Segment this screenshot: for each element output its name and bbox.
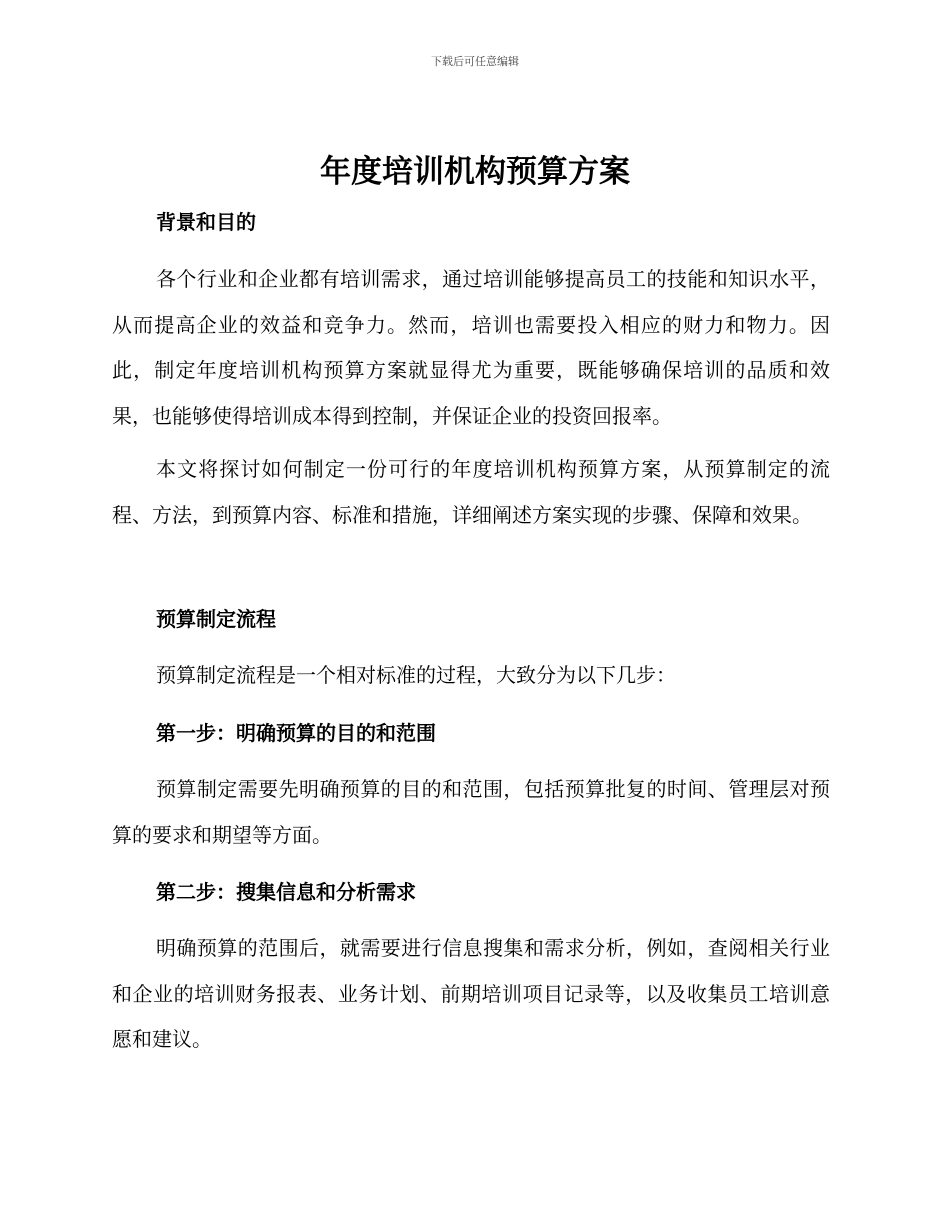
page-header: 下载后可任意编辑 (431, 55, 519, 68)
paragraph-step2: 明确预算的范围后，就需要进行信息搜集和需求分析，例如，查阅相关行业和企业的培训财务报表、业务计划、前期培训项目记录等，以及收集员工培训意愿和建议。 (112, 936, 830, 1051)
step2-heading: 第二步：搜集信息和分析需求 (156, 880, 416, 904)
document-title: 年度培训机构预算方案 (320, 154, 630, 190)
section-heading-background: 背景和目的 (156, 210, 256, 234)
step1-heading: 第一步：明确预算的目的和范围 (156, 721, 436, 745)
paragraph-background-1: 各个行业和企业都有培训需求，通过培训能够提高员工的技能和知识水平，从而提高企业的效益和竞争力。然而，培训也需要投入相应的财力和物力。因此，制定年度培训机构预算方案就显得尤为重要，既能够确保培训的品质和效果，也能够使得培训成本得到控制，并保证企业的投资回报率。 (112, 267, 830, 428)
paragraph-step1: 预算制定需要先明确预算的目的和范围，包括预算批复的时间、管理层对预算的要求和期望等方面。 (112, 777, 830, 847)
paragraph-process-intro: 预算制定流程是一个相对标准的过程，大致分为以下几步： (156, 663, 676, 687)
paragraph-background-2: 本文将探讨如何制定一份可行的年度培训机构预算方案，从预算制定的流程、方法，到预算内容、标准和措施，详细阐述方案实现的步骤、保障和效果。 (112, 457, 830, 527)
section-heading-process: 预算制定流程 (156, 607, 276, 631)
